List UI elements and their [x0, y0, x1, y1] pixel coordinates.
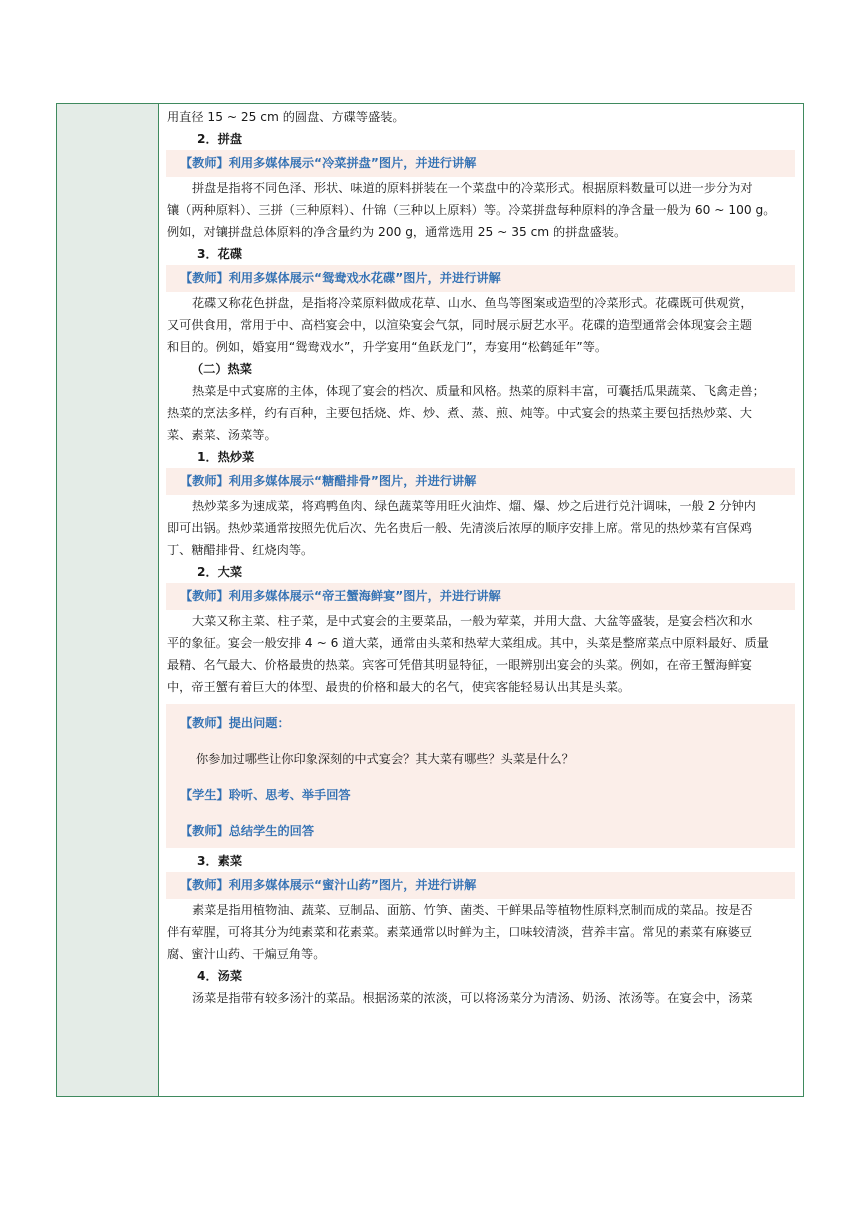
paragraph-line: 大菜又称主菜、柱子菜，是中式宴会的主要菜品，一般为荤菜，并用大盘、大盆等盛装，是宴会档次和水	[192, 614, 753, 628]
paragraph-line: 中，帝王蟹有着巨大的体型、最贵的价格和最大的名气，使宾客能轻易认出其是头菜。	[167, 680, 631, 694]
paragraph-line: 镶（两种原料）、三拼（三种原料）、什锦（三种以上原料）等。冷菜拼盘每种原料的净含量一般为 60 ~ 100 g。	[167, 203, 776, 217]
text-line: 用直径 15 ~ 25 cm 的圆盘、方碟等盛装。	[167, 110, 405, 124]
lesson-table	[56, 103, 804, 1097]
student-response-label: 【学生】聆听、思考、举手回答	[180, 788, 351, 802]
teacher-instruction: 【教师】利用多媒体展示“帝王蟹海鲜宴”图片，并进行讲解	[166, 583, 795, 610]
section-heading: 2．拼盘	[197, 132, 243, 146]
paragraph-line: 热菜的烹法多样，约有百种，主要包括烧、炸、炒、煮、蒸、煎、炖等。中式宴会的热菜主要包括热炒菜、大	[167, 406, 752, 420]
paragraph-line: 伴有荤腥，可将其分为纯素菜和花素菜。素菜通常以时鲜为主，口味较清淡，营养丰富。常见的素菜有麻婆豆	[167, 925, 752, 939]
teacher-instruction: 【教师】利用多媒体展示“糖醋排骨”图片，并进行讲解	[166, 468, 795, 495]
question-text: 你参加过哪些让你印象深刻的中式宴会？其大菜有哪些？头菜是什么？	[196, 752, 574, 766]
section-heading: 4．汤菜	[197, 969, 243, 983]
section-heading: 2．大菜	[197, 565, 243, 579]
paragraph-line: 平的象征。宴会一般安排 4 ~ 6 道大菜，通常由头菜和热荤大菜组成。其中，头菜是整席菜点中原料最好、质量	[167, 636, 769, 650]
paragraph-line: 花碟又称花色拼盘，是指将冷菜原料做成花草、山水、鱼鸟等图案或造型的冷菜形式。花碟既可供观赏，	[192, 296, 753, 310]
paragraph-line: 和目的。例如，婚宴用“鸳鸯戏水”，升学宴用“鱼跃龙门”，寿宴用“松鹤延年”等。	[167, 340, 608, 354]
section-heading: （二）热菜	[191, 362, 252, 376]
paragraph-line: 丁、糖醋排骨、红烧肉等。	[167, 543, 314, 557]
paragraph-line: 菜、素菜、汤菜等。	[167, 428, 277, 442]
left-column	[57, 104, 159, 1096]
teacher-summary-label: 【教师】总结学生的回答	[180, 824, 315, 838]
teacher-instruction: 【教师】利用多媒体展示“鸳鸯戏水花碟”图片，并进行讲解	[166, 265, 795, 292]
paragraph-line: 汤菜是指带有较多汤汁的菜品。根据汤菜的浓淡，可以将汤菜分为清汤、奶汤、浓汤等。在宴会中，汤菜	[192, 991, 753, 1005]
paragraph-line: 即可出锅。热炒菜通常按照先优后次、先名贵后一般、先清淡后浓厚的顺序安排上席。常见的热炒菜有宫保鸡	[167, 521, 752, 535]
paragraph-line: 腐、蜜汁山药、干煸豆角等。	[167, 947, 326, 961]
paragraph-line: 热菜是中式宴席的主体，体现了宴会的档次、质量和风格。热菜的原料丰富，可囊括瓜果蔬菜、飞禽走兽；	[192, 384, 765, 398]
content-cell	[159, 104, 803, 1096]
section-heading: 1．热炒菜	[197, 450, 255, 464]
teacher-instruction: 【教师】利用多媒体展示“蜜汁山药”图片，并进行讲解	[166, 872, 795, 899]
discussion-box	[166, 704, 795, 848]
paragraph-line: 最精、名气最大、价格最贵的热菜。宾客可凭借其明显特征，一眼辨别出宴会的头菜。例如，在帝王蟹海鲜宴	[167, 658, 752, 672]
paragraph-line: 又可供食用，常用于中、高档宴会中，以渲染宴会气氛，同时展示厨艺水平。花碟的造型通常会体现宴会主题	[167, 318, 752, 332]
teacher-question-label: 【教师】提出问题：	[180, 716, 290, 730]
paragraph-line: 拼盘是指将不同色泽、形状、味道的原料拼装在一个菜盘中的冷菜形式。根据原料数量可以进一步分为对	[192, 181, 753, 195]
paragraph-line: 热炒菜多为速成菜，将鸡鸭鱼肉、绿色蔬菜等用旺火油炸、熘、爆、炒之后进行兑汁调味，一般 2 分钟内	[192, 499, 756, 513]
section-heading: 3．素菜	[197, 854, 243, 868]
paragraph-line: 例如，对镶拼盘总体原料的净含量约为 200 g，通常选用 25 ~ 35 cm 的拼盘盛装。	[167, 225, 627, 239]
teacher-instruction: 【教师】利用多媒体展示“冷菜拼盘”图片，并进行讲解	[166, 150, 795, 177]
paragraph-line: 素菜是指用植物油、蔬菜、豆制品、面筋、竹笋、菌类、干鲜果品等植物性原料烹制而成的菜品。按是否	[192, 903, 753, 917]
section-heading: 3．花碟	[197, 247, 243, 261]
